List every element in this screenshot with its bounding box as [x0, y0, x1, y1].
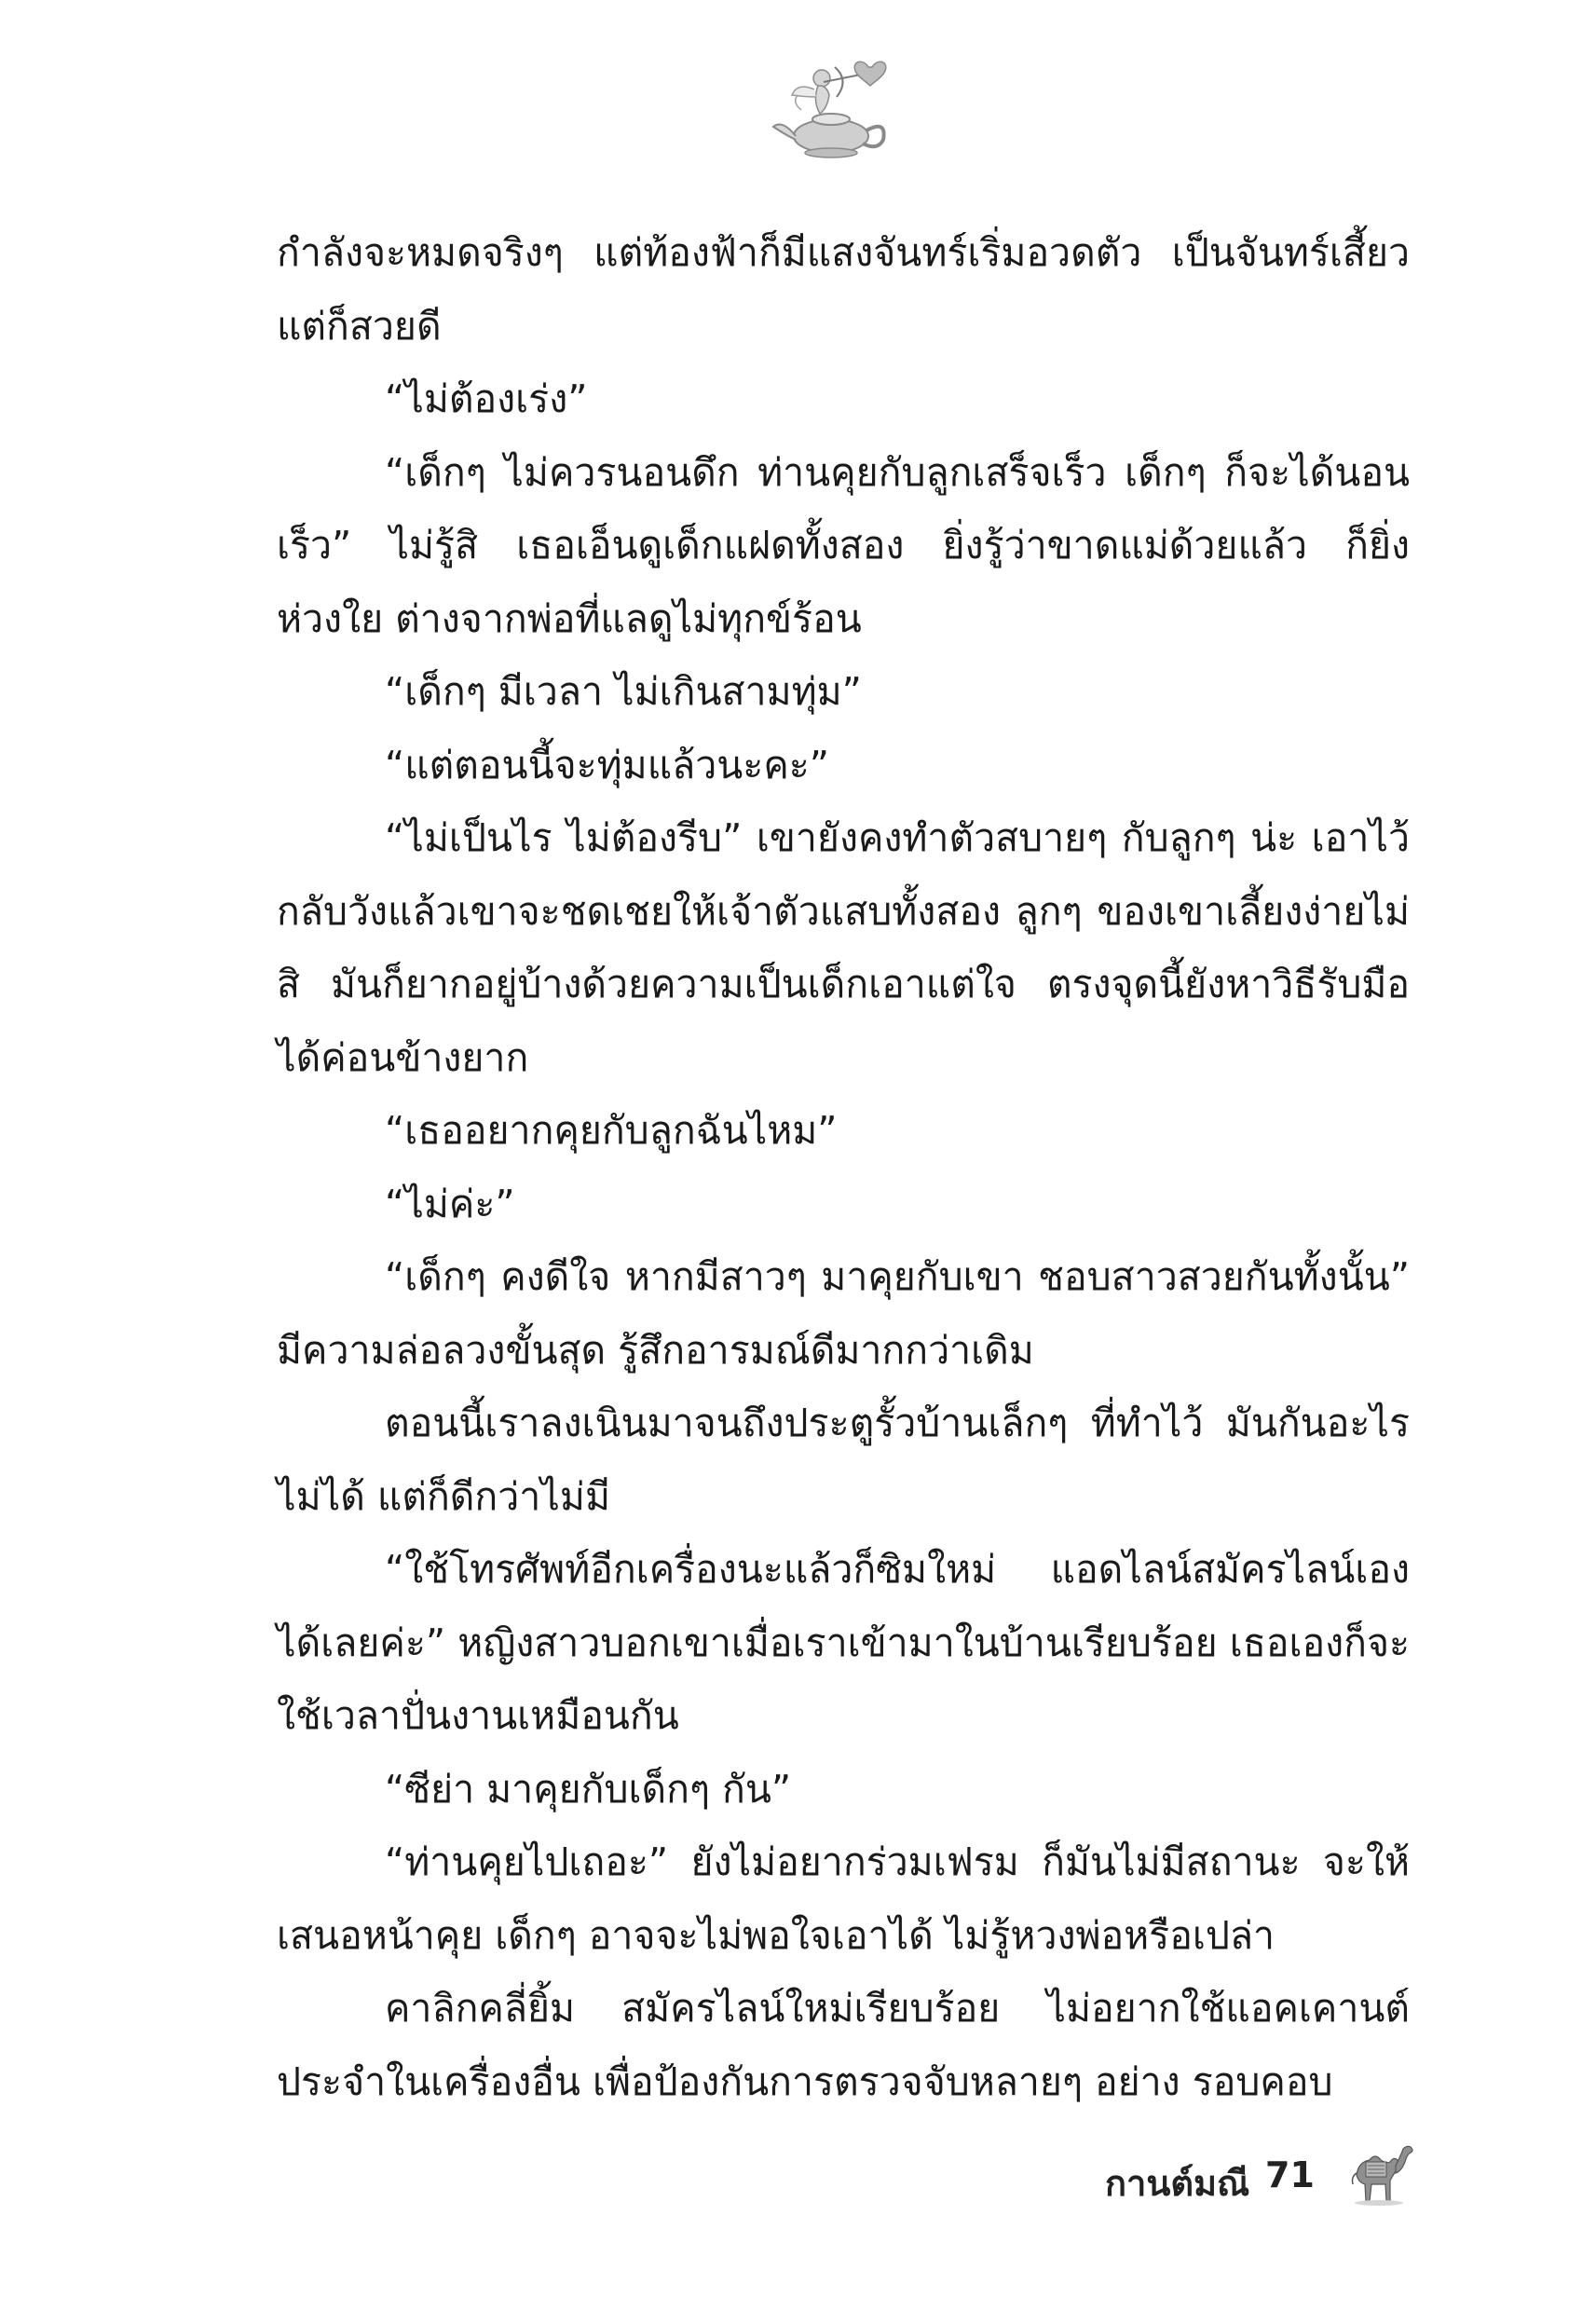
paragraph: “ไม่ต้องเร่ง” — [385, 376, 588, 421]
paragraph: กำลังจะหมดจริงๆ แต่ท้องฟ้าก็มีแสงจันทร์เริ่มอวดตัว เป็นจันทร์เสี้ยว แต่ก็สวยดี — [277, 230, 1410, 349]
page-number: 71 — [1265, 2154, 1315, 2195]
paragraph: “เด็กๆ คงดีใจ หากมีสาวๆ มาคุยกับเขา ชอบสาวสวยกันทั้งนั้น” มีความล่อลวงขั้นสุด รู้สึกอารมณ์ดีมากกว่าเดิม — [277, 1254, 1410, 1373]
chapter-body-text — [277, 216, 1410, 2118]
paragraph: คาลิกคลี่ยิ้ม สมัครไลน์ใหม่เรียบร้อย ไม่อยากใช้แอคเคานต์ประจำในเครื่องอื่น เพื่อป้องกันการตรวจจับหลายๆ อย่าง รอบคอบ — [277, 1986, 1410, 2104]
paragraph: “เด็กๆ ไม่ควรนอนดึก ท่านคุยกับลูกเสร็จเร็ว เด็กๆ ก็จะได้นอนเร็ว” ไม่รู้สิ เธอเอ็นดูเด็กแฝดทั้งสอง ยิ่งรู้ว่าขาดแม่ด้วยแล้ว ก็ยิ่งห่วงใย ต่างจากพ่อที่แลดูไม่ทุกข์ร้อน — [277, 449, 1410, 641]
page-footer — [1071, 2143, 1425, 2218]
camel-icon — [1344, 2143, 1416, 2207]
paragraph: “ซีย่า มาคุยกับเด็กๆ กัน” — [385, 1766, 792, 1812]
paragraph: “ท่านคุยไปเถอะ” ยังไม่อยากร่วมเฟรม ก็มันไม่มีสถานะ จะให้เสนอหน้าคุย เด็กๆ อาจจะไม่พอใจเอาได้ ไม่รู้หวงพ่อหรือเปล่า — [277, 1839, 1410, 1958]
book-title: กานต์มณี — [1105, 2163, 1250, 2204]
paragraph: “ใช้โทรศัพท์อีกเครื่องนะแล้วก็ซิมใหม่ แอดไลน์สมัครไลน์เองได้เลยค่ะ” หญิงสาวบอกเขาเมื่อเราเข้ามาในบ้านเรียบร้อย เธอเองก็จะใช้เวลาปั่นงานเหมือนกัน — [277, 1547, 1410, 1738]
cupid-teapot-emblem-icon — [764, 54, 904, 164]
paragraph: “แต่ตอนนี้จะทุ่มแล้วนะคะ” — [385, 742, 830, 787]
paragraph: “เด็กๆ มีเวลา ไม่เกินสามทุ่ม” — [385, 669, 862, 714]
paragraph: “ไม่ค่ะ” — [385, 1181, 515, 1226]
paragraph: ตอนนี้เราลงเนินมาจนถึงประตูรั้วบ้านเล็กๆ ที่ทำไว้ มันกันอะไรไม่ได้ แต่ก็ดีกว่าไม่มี — [277, 1401, 1410, 1519]
paragraph: “เธออยากคุยกับลูกฉันไหม” — [385, 1108, 838, 1153]
paragraph: “ไม่เป็นไร ไม่ต้องรีบ” เขายังคงทำตัวสบายๆ กับลูกๆ น่ะ เอาไว้กลับวังแล้วเขาจะชดเชยให้เจ้าตัวแสบทั้งสอง ลูกๆ ของเขาเลี้ยงง่ายไม่สิ มันก็ยากอยู่บ้างด้วยความเป็นเด็กเอาแต่ใจ ตรงจุดนี้ยังหาวิธีรับมือได้ค่อนข้างยาก — [277, 815, 1410, 1080]
